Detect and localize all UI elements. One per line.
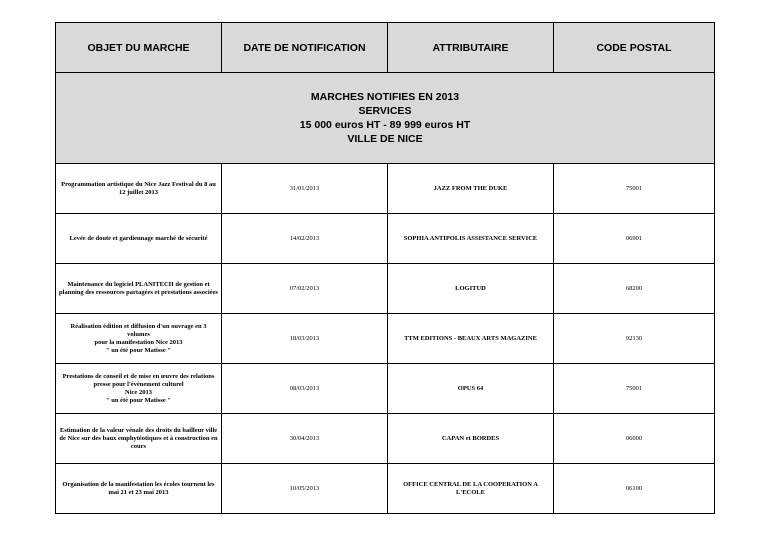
cell-date: 10/05/2013: [222, 464, 388, 514]
cell-objet: [56, 164, 222, 214]
banner-line-1: MARCHES NOTIFIES EN 2013: [310, 91, 460, 103]
objet-line: mai 21 et 23 mai 2013: [108, 488, 169, 496]
cell-objet: [56, 314, 222, 364]
banner-row: [56, 73, 715, 164]
cell-date: 08/03/2013: [222, 364, 388, 414]
header-objet: OBJET DU MARCHE: [56, 23, 222, 73]
objet-line: cours: [130, 442, 147, 450]
banner-line-4: VILLE DE NICE: [347, 133, 423, 145]
objet-line: " un été pour Matisse ": [105, 396, 172, 404]
cell-objet: [56, 264, 222, 314]
table-row: [56, 314, 715, 364]
cell-attributaire: LOGITUD: [388, 264, 554, 314]
cell-objet: [56, 414, 222, 464]
objet-line: 12 juillet 2013: [119, 188, 158, 196]
cell-date: 30/04/2013: [222, 414, 388, 464]
cell-code-postal: 06000: [554, 414, 715, 464]
table-row: [56, 164, 715, 214]
cell-attributaire: CAPAN et BORDES: [388, 414, 554, 464]
objet-line: Programmation artistique du Nice Jazz Festival du 8 au: [61, 180, 216, 188]
marches-table: [55, 22, 715, 514]
cell-attributaire: OFFICE CENTRAL DE LA COOPERATION A L'ECOLE: [388, 464, 554, 514]
cell-objet: [56, 464, 222, 514]
objet-line: de Nice sur des baux emphytéotiques et à construction en: [59, 434, 218, 442]
header-code-postal: CODE POSTAL: [554, 23, 715, 73]
cell-code-postal: 06100: [554, 464, 715, 514]
cell-code-postal: 92130: [554, 314, 715, 364]
table-row: [56, 464, 715, 514]
header-attributaire: ATTRIBUTAIRE: [388, 23, 554, 73]
cell-code-postal: 75001: [554, 364, 715, 414]
cell-date: 14/02/2013: [222, 214, 388, 264]
cell-objet: [56, 214, 222, 264]
cell-date: 31/01/2013: [222, 164, 388, 214]
header-date: DATE DE NOTIFICATION: [222, 23, 388, 73]
objet-line: Maintenance du logiciel PLANITECH de gestion et: [67, 280, 210, 288]
cell-attributaire: SOPHIA ANTIPOLIS ASSISTANCE SERVICE: [388, 214, 554, 264]
objet-line: pour la manifestation Nice 2013: [94, 338, 183, 346]
objet-line: " un été pour Matisse ": [105, 346, 172, 354]
table-row: [56, 364, 715, 414]
cell-attributaire: JAZZ FROM THE DUKE: [388, 164, 554, 214]
cell-date: 07/02/2013: [222, 264, 388, 314]
table-row: [56, 414, 715, 464]
cell-code-postal: 06901: [554, 214, 715, 264]
cell-code-postal: 68200: [554, 264, 715, 314]
cell-date: 18/03/2013: [222, 314, 388, 364]
table-row: [56, 214, 715, 264]
cell-code-postal: 75001: [554, 164, 715, 214]
objet-line: Prestations de conseil et de mise en œuvre des relations: [62, 372, 215, 380]
banner-line-3: 15 000 euros HT - 89 999 euros HT: [299, 119, 471, 131]
cell-attributaire: OPUS 64: [388, 364, 554, 414]
objet-line: Nice 2013: [125, 388, 152, 396]
banner-line-2: SERVICES: [358, 105, 412, 117]
cell-objet: [56, 364, 222, 414]
header-row: [56, 23, 715, 73]
banner: [56, 73, 715, 164]
objet-line: Organisation de la manifestation les écoles tournent les: [62, 480, 215, 488]
objet-line: Estimation de la valeur vénale des droits du bailleur ville: [59, 426, 218, 434]
objet-line: Levée de doute et gardiennage marché de sécurité: [69, 234, 208, 242]
cell-attributaire: TTM EDITIONS - BEAUX ARTS MAGAZINE: [388, 314, 554, 364]
table-row: [56, 264, 715, 314]
objet-line: Réalisation édition et diffusion d'un ouvrage en 3 volumes: [70, 322, 207, 338]
objet-line: presse pour l'évènement culturel: [93, 380, 184, 388]
objet-line: planning des ressources partagées et prestations associées: [59, 288, 218, 296]
